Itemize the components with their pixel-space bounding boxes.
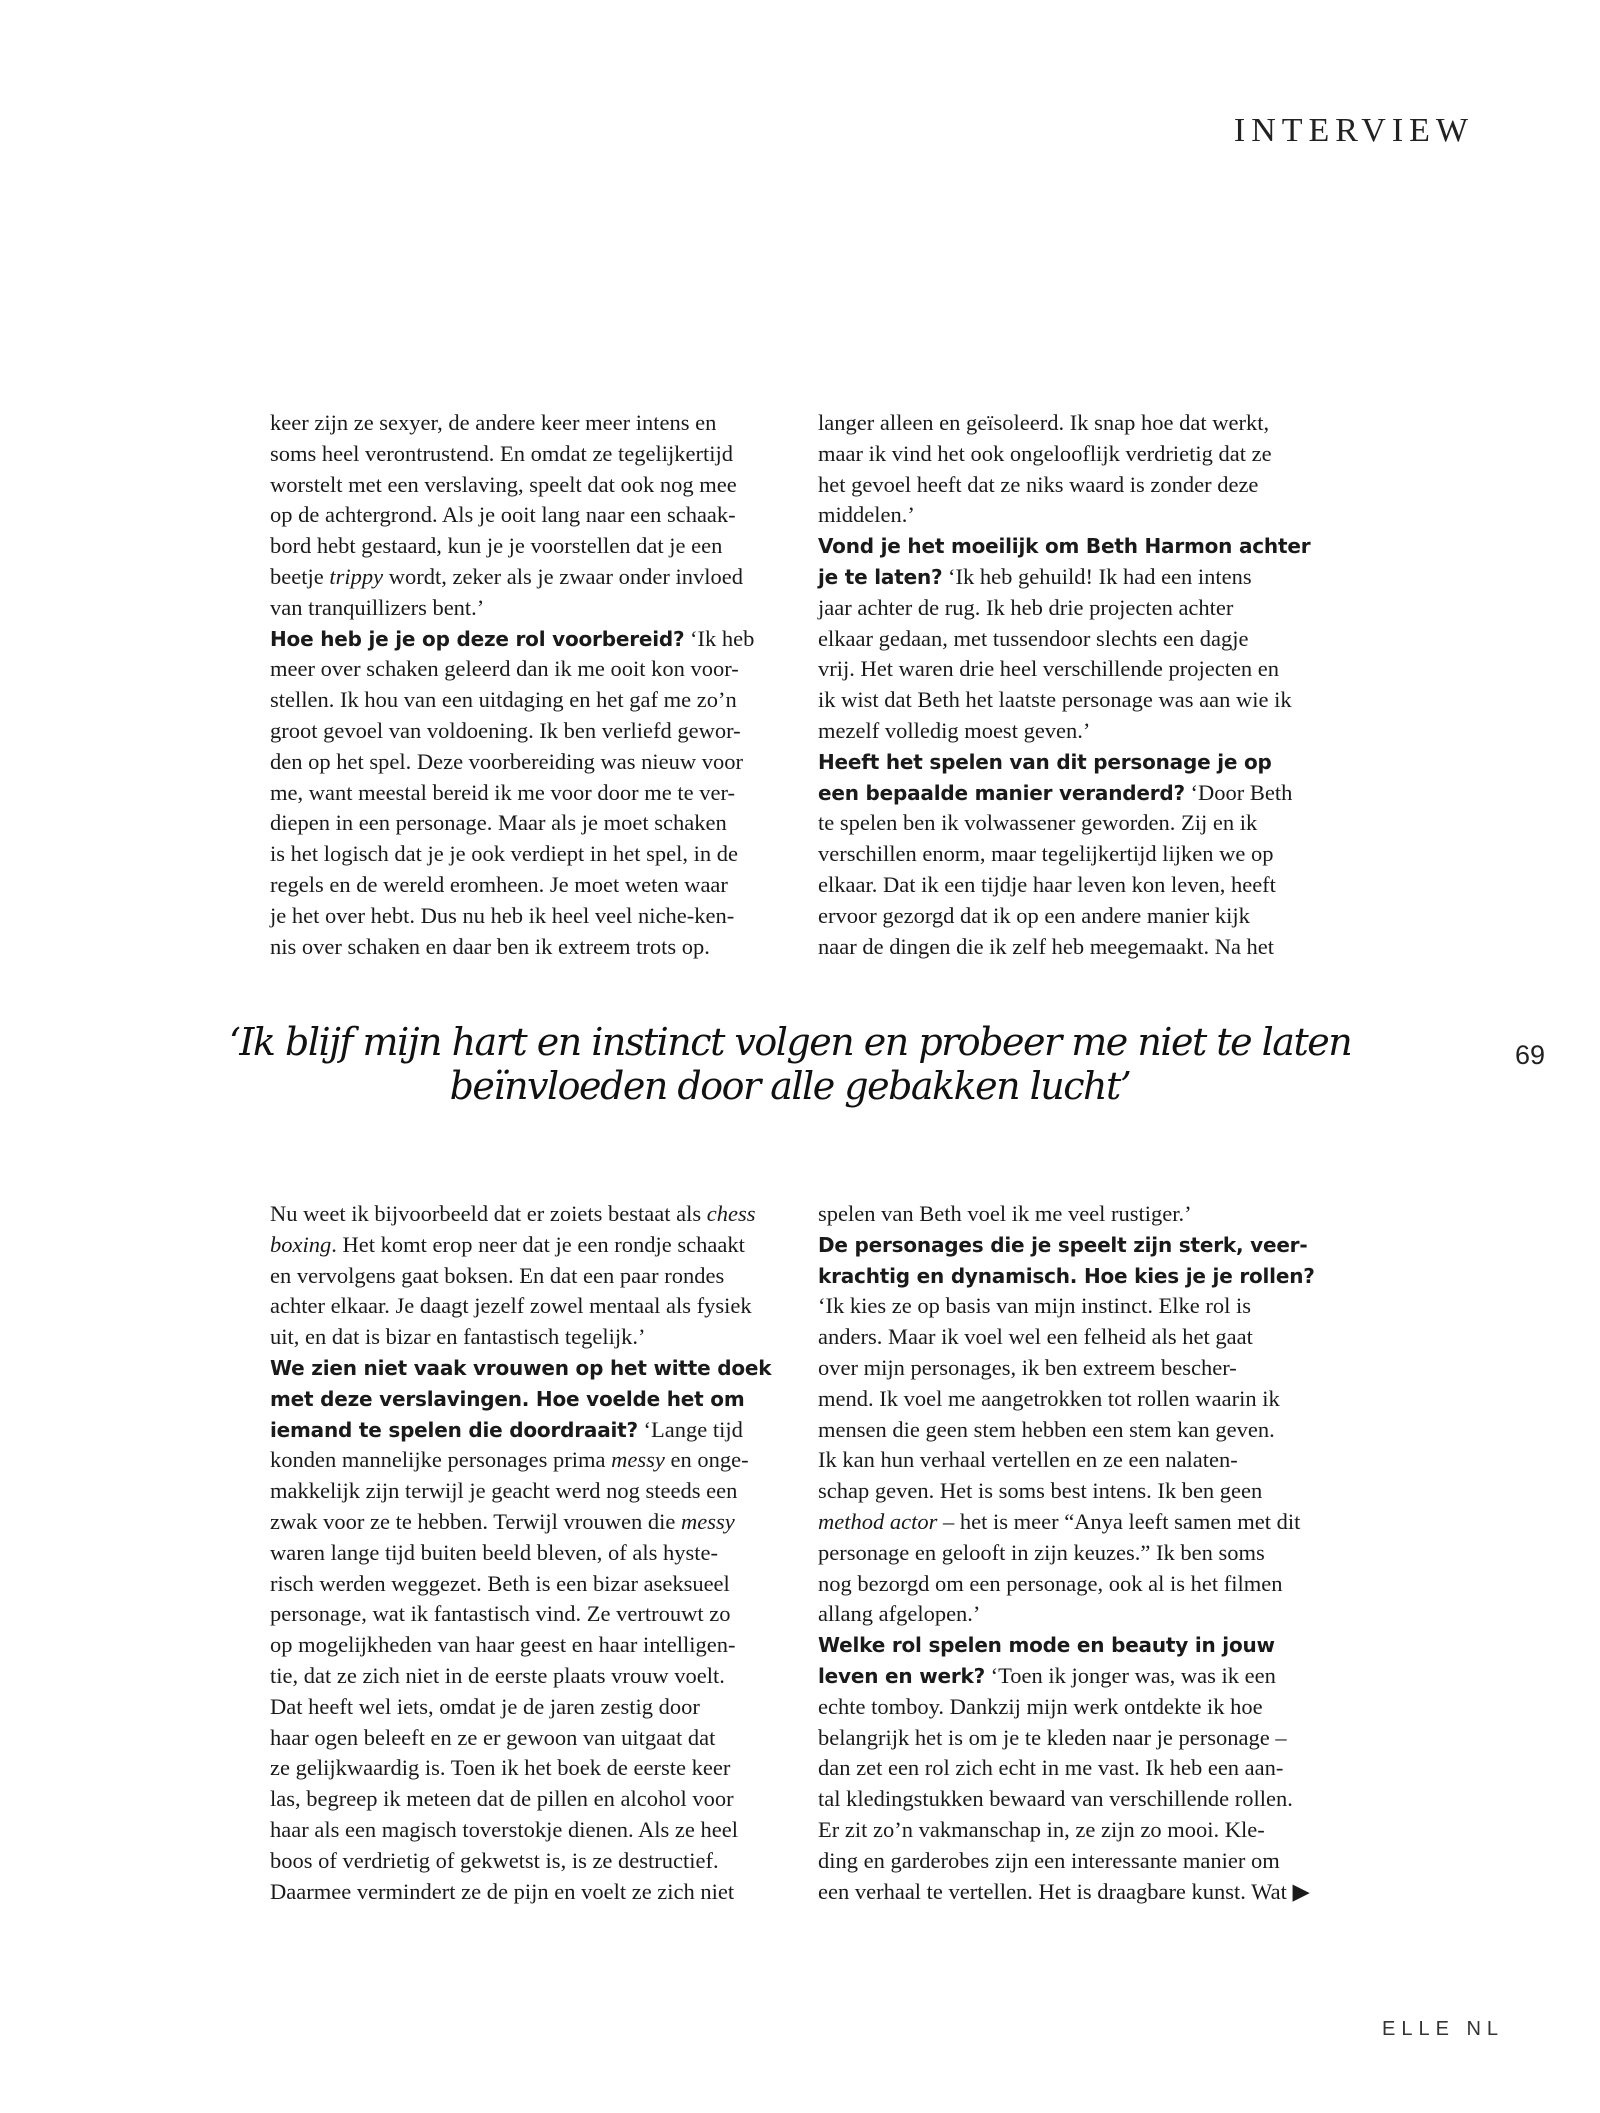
- body-text: ‘Toen ik jonger was, was ik een: [985, 1662, 1276, 1688]
- body-text: worstelt met een verslaving, speelt dat ook nog mee: [270, 471, 737, 497]
- text-line: [818, 1538, 1358, 1569]
- text-line: [270, 1569, 810, 1600]
- body-text: elkaar. Dat ik een tijdje haar leven kon leven, heeft: [818, 871, 1276, 897]
- page-number: 69: [1515, 1040, 1546, 1070]
- text-line: [270, 1692, 810, 1723]
- text-line: [270, 1661, 810, 1692]
- italic-term: chess: [706, 1201, 756, 1226]
- text-line: [818, 1569, 1358, 1600]
- body-text: allang afgelopen.’: [818, 1601, 981, 1627]
- body-text: tal kledingstukken bewaard van verschillende rollen.: [818, 1786, 1293, 1812]
- text-line: [270, 1815, 810, 1846]
- body-text: risch werden weggezet. Beth is een bizar aseksueel: [270, 1570, 730, 1596]
- body-text: mezelf volledig moest geven.’: [818, 717, 1091, 743]
- body-text: tie, dat ze zich niet in de eerste plaats vrouw voelt.: [270, 1662, 725, 1688]
- text-line: [818, 932, 1358, 963]
- interview-question: een bepaalde manier veranderd?: [818, 780, 1185, 805]
- text-line: [270, 716, 810, 747]
- interview-question: Vond je het moeilijk om Beth Harmon achter: [818, 534, 1311, 559]
- body-text: ‘Ik heb gehuild! Ik had een intens: [942, 563, 1252, 589]
- body-text: van tranquillizers bent.’: [270, 594, 485, 620]
- body-text: uit, en dat is bizar en fantastisch tegelijk.’: [270, 1324, 646, 1350]
- interview-question: met deze verslavingen. Hoe voelde het om: [270, 1386, 745, 1411]
- body-text: me, want meestal bereid ik me voor door me te ver-: [270, 779, 736, 805]
- body-text: anders. Maar ik voel wel een felheid als het gaat: [818, 1324, 1253, 1350]
- body-text: op de achtergrond. Als je ooit lang naar een schaak-: [270, 502, 736, 528]
- interview-question: Welke rol spelen mode en beauty in jouw: [818, 1633, 1275, 1658]
- italic-term: boxing: [270, 1231, 332, 1257]
- body-text: mend. Ik voel me aangetrokken tot rollen waarin ik: [818, 1385, 1280, 1411]
- body-text: wordt, zeker als je zwaar onder invloed: [383, 563, 743, 589]
- body-text: echte tomboy. Dankzij mijn werk ontdekte ik hoe: [818, 1693, 1263, 1719]
- body-text: boos of verdrietig of gekwetst is, is ze destructief.: [270, 1847, 719, 1873]
- text-line: [270, 1445, 810, 1476]
- body-text: achter elkaar. Je daagt jezelf zowel mentaal als fysiek: [270, 1293, 752, 1319]
- body-text: personage, wat ik fantastisch vind. Ze vertrouwt zo: [270, 1601, 731, 1627]
- text-line: [270, 1476, 810, 1507]
- body-text: langer alleen en geïsoleerd. Ik snap hoe dat werkt,: [818, 410, 1270, 435]
- text-line: [270, 1230, 810, 1261]
- italic-term: method actor: [818, 1508, 938, 1534]
- text-line: [818, 1846, 1358, 1877]
- text-line: [818, 808, 1358, 839]
- text-line: [270, 1723, 810, 1754]
- body-text: ‘Ik heb: [684, 625, 755, 651]
- pull-quote-line: ‘Ik blijf mijn hart en instinct volgen en probeer me niet te laten: [228, 1020, 1352, 1064]
- text-line: [270, 1415, 810, 1446]
- body-text: personage en gelooft in zijn keuzes.” Ik ben soms: [818, 1539, 1265, 1565]
- article-column-top-left: [270, 408, 810, 962]
- body-text: meer over schaken geleerd dan ik me ooit kon voor-: [270, 656, 739, 682]
- italic-term: messy: [611, 1447, 665, 1473]
- text-line: [270, 1538, 810, 1569]
- text-line: [270, 1846, 810, 1877]
- text-line: [270, 531, 810, 562]
- body-text: het gevoel heeft dat ze niks waard is zonder deze: [818, 471, 1259, 497]
- text-line: [818, 439, 1358, 470]
- text-line: [270, 747, 810, 778]
- text-line: [818, 901, 1358, 932]
- text-line: [818, 1753, 1358, 1784]
- text-line: [270, 1322, 810, 1353]
- body-text: en vervolgens gaat boksen. En dat een paar rondes: [270, 1262, 725, 1288]
- text-line: [270, 1753, 810, 1784]
- body-text: belangrijk het is om je te kleden naar je personage –: [818, 1724, 1287, 1750]
- italic-term: trippy: [329, 563, 384, 589]
- text-line: [818, 531, 1358, 562]
- text-line: [818, 1877, 1358, 1908]
- text-line: [818, 470, 1358, 501]
- text-line: [270, 562, 810, 593]
- body-text: ik wist dat Beth het laatste personage was aan wie ik: [818, 687, 1292, 713]
- text-line: [818, 624, 1358, 655]
- text-line: [818, 1384, 1358, 1415]
- article-column-top-right: [818, 408, 1358, 962]
- text-line: [270, 1599, 810, 1630]
- text-line: [818, 1230, 1358, 1261]
- body-text: ‘Lange tijd: [637, 1416, 743, 1442]
- interview-question: iemand te spelen die doordraait?: [270, 1417, 638, 1442]
- text-line: [270, 870, 810, 901]
- text-line: [818, 562, 1358, 593]
- text-line: [818, 1353, 1358, 1384]
- text-line: [270, 1261, 810, 1292]
- text-line: [818, 1661, 1358, 1692]
- body-text: bord hebt gestaard, kun je je voorstellen dat je een: [270, 533, 723, 559]
- interview-question: De personages die je speelt zijn sterk, veer-: [818, 1232, 1308, 1257]
- body-text: zwak voor ze te hebben. Terwijl vrouwen die: [270, 1508, 681, 1534]
- body-text: stellen. Ik hou van een uitdaging en het gaf me zo’n: [270, 687, 737, 713]
- text-line: [818, 1599, 1358, 1630]
- body-text: . Het komt erop neer dat je een rondje schaakt: [331, 1231, 745, 1257]
- text-line: [270, 1507, 810, 1538]
- body-text: waren lange tijd buiten beeld bleven, of als hyste-: [270, 1539, 718, 1565]
- text-line: [818, 408, 1358, 439]
- article-column-bottom-left: [270, 1199, 810, 1907]
- body-text: haar ogen beleeft en ze er gewoon van uitgaat dat: [270, 1724, 716, 1750]
- text-line: [818, 1507, 1358, 1538]
- body-text: ze gelijkwaardig is. Toen ik het boek de eerste keer: [270, 1755, 731, 1781]
- body-text: Dat heeft wel iets, omdat je de jaren zestig door: [270, 1693, 700, 1719]
- italic-term: messy: [681, 1508, 735, 1534]
- body-text: mensen die geen stem hebben een stem kan geven.: [818, 1416, 1275, 1442]
- body-text: schap geven. Het is soms best intens. Ik ben geen: [818, 1478, 1263, 1504]
- body-text: makkelijk zijn terwijl je geacht werd nog steeds een: [270, 1478, 738, 1504]
- text-line: [818, 1476, 1358, 1507]
- body-text: nog bezorgd om een personage, ook al is het filmen: [818, 1570, 1283, 1596]
- pull-quote: [180, 1020, 1400, 1108]
- interview-question: Hoe heb je je op deze rol voorbereid?: [270, 626, 685, 651]
- text-line: [818, 1723, 1358, 1754]
- text-line: [818, 747, 1358, 778]
- text-line: [270, 439, 810, 470]
- body-text: en onge-: [664, 1447, 749, 1473]
- text-line: [270, 1384, 810, 1415]
- text-line: [818, 1784, 1358, 1815]
- body-text: – het is meer “Anya leeft samen met dit: [937, 1508, 1301, 1534]
- magazine-footer: ELLE NL: [1382, 2018, 1505, 2040]
- text-line: [270, 839, 810, 870]
- text-line: [818, 1630, 1358, 1661]
- text-line: [818, 1415, 1358, 1446]
- body-text: ‘Door Beth: [1184, 779, 1293, 805]
- text-line: [270, 1877, 810, 1908]
- body-text: op mogelijkheden van haar geest en haar intelligen-: [270, 1632, 736, 1658]
- text-line: [270, 932, 810, 963]
- text-line: [818, 1291, 1358, 1322]
- text-line: [270, 901, 810, 932]
- body-text: ervoor gezorgd dat ik op een andere manier kijk: [818, 902, 1250, 928]
- text-line: [270, 808, 810, 839]
- body-text: verschillen enorm, maar tegelijkertijd lijken we op: [818, 841, 1274, 867]
- body-text: haar als een magisch toverstokje dienen. Als ze heel: [270, 1816, 738, 1842]
- text-line: [818, 654, 1358, 685]
- text-line: [270, 1199, 810, 1230]
- article-column-bottom-right: [818, 1199, 1358, 1907]
- text-line: [270, 778, 810, 809]
- body-text: konden mannelijke personages prima: [270, 1447, 612, 1473]
- body-text: soms heel verontrustend. En omdat ze tegelijkertijd: [270, 440, 733, 466]
- body-text: Ik kan hun verhaal vertellen en ze een nalaten-: [818, 1447, 1238, 1473]
- text-line: [270, 1291, 810, 1322]
- body-text: ‘Ik kies ze op basis van mijn instinct. Elke rol is: [818, 1293, 1252, 1319]
- body-text: dan zet een rol zich echt in me vast. Ik heb een aan-: [818, 1755, 1284, 1781]
- section-label: INTERVIEW: [1233, 112, 1474, 149]
- body-text: elkaar gedaan, met tussendoor slechts een dagje: [818, 625, 1249, 651]
- body-text: maar ik vind het ook ongelooflijk verdrietig dat ze: [818, 440, 1272, 466]
- text-line: [270, 1353, 810, 1384]
- text-line: [270, 470, 810, 501]
- body-text: een verhaal te vertellen. Het is draagbare kunst. Wat ▶: [818, 1878, 1310, 1904]
- interview-question: Heeft het spelen van dit personage je op: [818, 749, 1272, 774]
- interview-question: We zien niet vaak vrouwen op het witte doek: [270, 1355, 772, 1380]
- text-line: [818, 1692, 1358, 1723]
- text-line: [270, 500, 810, 531]
- pull-quote-line: beïnvloeden door alle gebakken lucht’: [449, 1064, 1131, 1108]
- body-text: Nu weet ik bijvoorbeeld dat er zoiets bestaat als: [270, 1201, 707, 1226]
- text-line: [818, 593, 1358, 624]
- text-line: [818, 839, 1358, 870]
- body-text: jaar achter de rug. Ik heb drie projecten achter: [818, 594, 1234, 620]
- text-line: [818, 685, 1358, 716]
- text-line: [818, 500, 1358, 531]
- body-text: spelen van Beth voel ik me veel rustiger.’: [818, 1201, 1192, 1226]
- interview-question: je te laten?: [818, 564, 943, 589]
- body-text: Er zit zo’n vakmanschap in, ze zijn zo mooi. Kle-: [818, 1816, 1265, 1842]
- text-line: [270, 593, 810, 624]
- body-text: las, begreep ik meteen dat de pillen en alcohol voor: [270, 1786, 734, 1812]
- body-text: regels en de wereld eromheen. Je moet weten waar: [270, 871, 728, 897]
- body-text: over mijn personages, ik ben extreem bescher-: [818, 1354, 1237, 1380]
- body-text: beetje: [270, 563, 330, 589]
- body-text: vrij. Het waren drie heel verschillende projecten en: [818, 656, 1280, 682]
- body-text: keer zijn ze sexyer, de andere keer meer intens en: [270, 410, 717, 435]
- body-text: groot gevoel van voldoening. Ik ben verliefd gewor-: [270, 717, 741, 743]
- text-line: [270, 1630, 810, 1661]
- text-line: [818, 1261, 1358, 1292]
- body-text: is het logisch dat je je ook verdiept in het spel, in de: [270, 841, 739, 867]
- body-text: ding en garderobes zijn een interessante manier om: [818, 1847, 1280, 1873]
- text-line: [818, 1322, 1358, 1353]
- body-text: je het over hebt. Dus nu heb ik heel veel niche-ken-: [270, 902, 735, 928]
- body-text: Daarmee vermindert ze de pijn en voelt ze zich niet: [270, 1878, 735, 1904]
- interview-question: leven en werk?: [818, 1663, 985, 1688]
- text-line: [270, 624, 810, 655]
- body-text: te spelen ben ik volwassener geworden. Zij en ik: [818, 810, 1258, 836]
- body-text: den op het spel. Deze voorbereiding was nieuw voor: [270, 748, 743, 774]
- text-line: [270, 685, 810, 716]
- text-line: [818, 870, 1358, 901]
- text-line: [818, 716, 1358, 747]
- text-line: [818, 1815, 1358, 1846]
- body-text: middelen.’: [818, 502, 915, 528]
- text-line: [270, 408, 810, 439]
- text-line: [818, 778, 1358, 809]
- text-line: [818, 1445, 1358, 1476]
- text-line: [270, 654, 810, 685]
- body-text: naar de dingen die ik zelf heb meegemaakt. Na het: [818, 933, 1275, 959]
- interview-question: krachtig en dynamisch. Hoe kies je je rollen?: [818, 1263, 1315, 1288]
- text-line: [270, 1784, 810, 1815]
- text-line: [818, 1199, 1358, 1230]
- body-text: nis over schaken en daar ben ik extreem trots op.: [270, 933, 710, 959]
- body-text: diepen in een personage. Maar als je moet schaken: [270, 810, 727, 836]
